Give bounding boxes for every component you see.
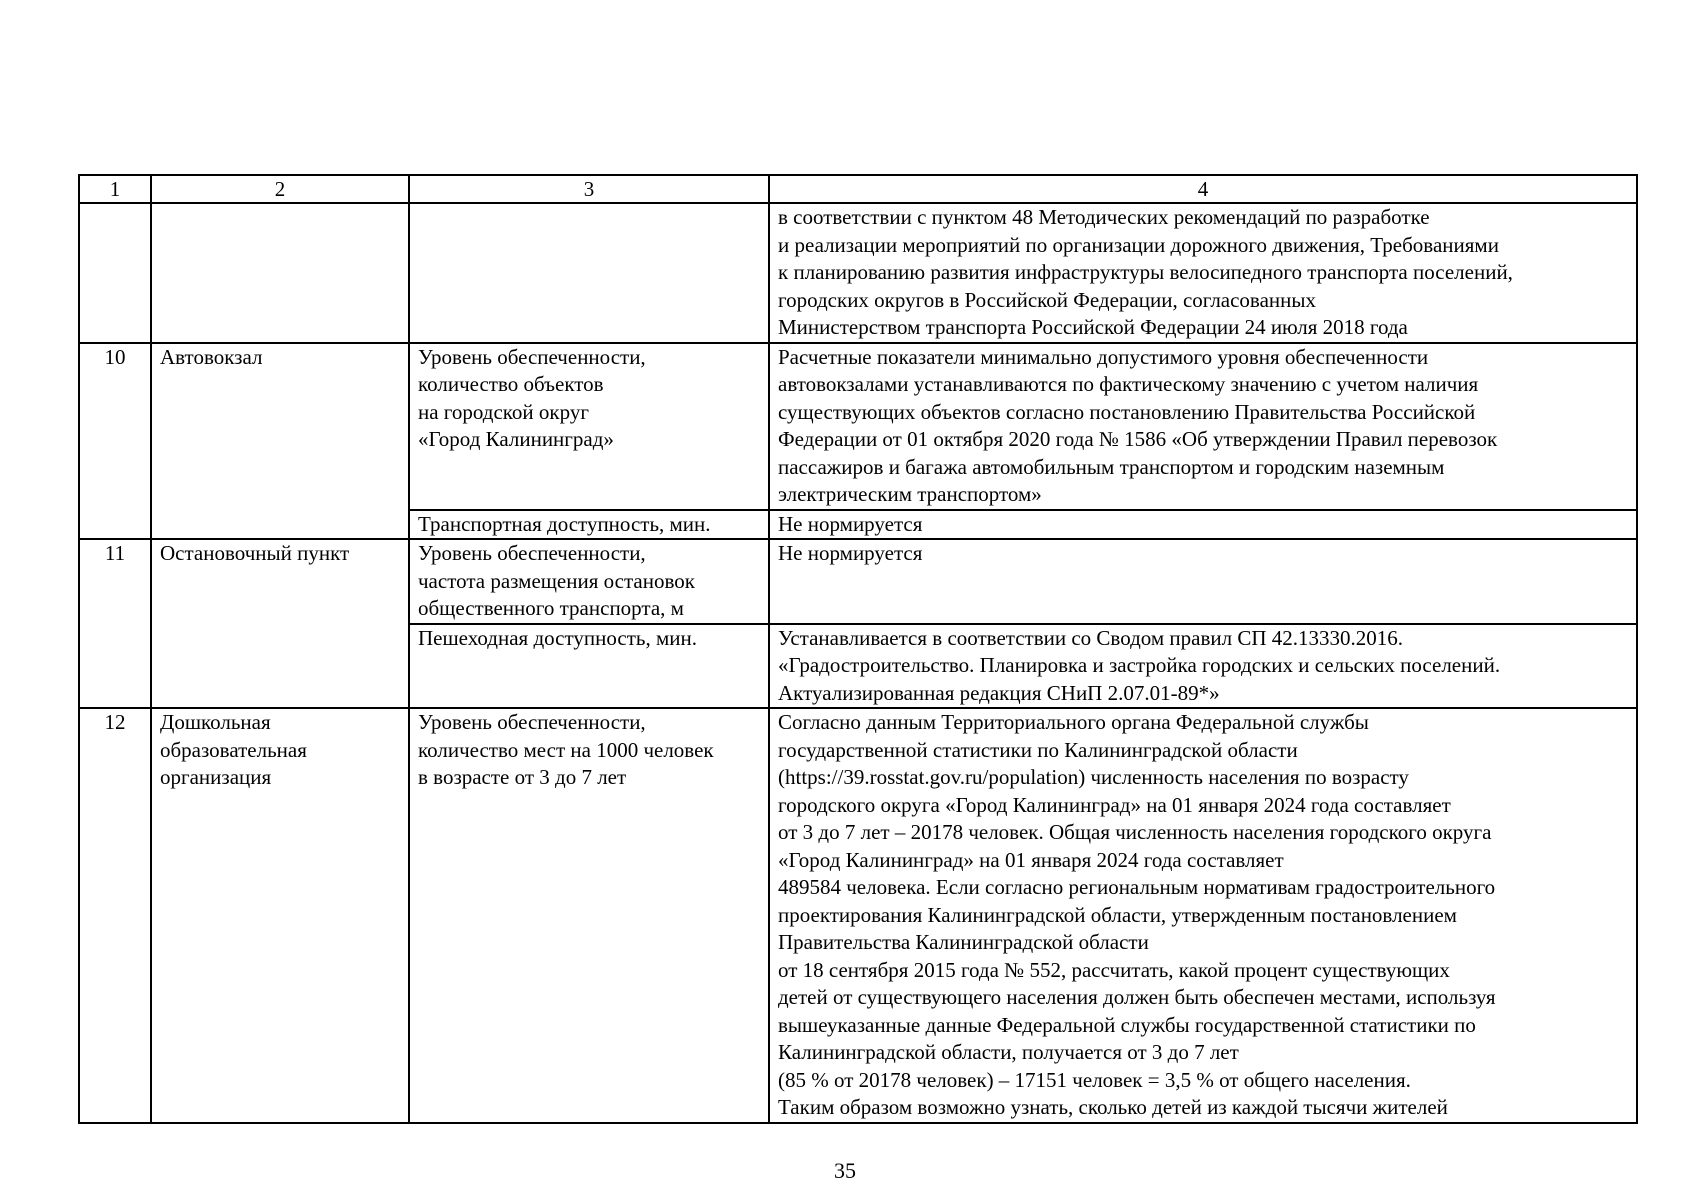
text-line: и реализации мероприятий по организации дорожного движения, Требованиями (778, 232, 1499, 257)
text-line: Уровень обеспеченности, (418, 541, 646, 565)
text-line: детей от существующего населения должен быть обеспечен местами, используя (778, 985, 1496, 1009)
text-line: Уровень обеспеченности, (418, 344, 646, 369)
text-line: городского округа «Город Калининград» на 01 января 2024 года составляет (778, 792, 1451, 817)
value-cell: Не нормируется (769, 510, 1637, 540)
text-line: Актуализированная редакция СНиП 2.07.01-89*» (778, 680, 1220, 705)
object-name: Остановочный пункт (151, 539, 409, 708)
text-line: Согласно данным Территориального органа Федеральной службы (778, 710, 1369, 734)
text-line: организация (160, 765, 272, 789)
text-line: к планированию развития инфраструктуры велосипедного транспорта поселений, (778, 260, 1513, 284)
table-row (79, 203, 1637, 343)
text-line: частота размещения остановок (418, 568, 695, 593)
object-name: Автовокзал (151, 343, 409, 540)
value-cell (769, 708, 1637, 1123)
indicator-cell: Транспортная доступность, мин. (409, 510, 769, 540)
row-number: 11 (79, 539, 151, 708)
text-line: государственной статистики по Калининградской области (778, 737, 1298, 762)
header-row (79, 175, 1637, 203)
row-number: 10 (79, 343, 151, 540)
text-line: городских округов в Российской Федерации, согласованных (778, 287, 1316, 312)
table-row (79, 539, 1637, 624)
header-col-4: 4 (769, 175, 1637, 203)
text-line: (https://39.rosstat.gov.ru/population) численность населения по возрасту (778, 765, 1409, 789)
text-line: Уровень обеспеченности, (418, 710, 646, 734)
text-line: электрическим транспортом» (778, 482, 1042, 506)
text-line: количество мест на 1000 человек (418, 737, 714, 762)
text-line: Калининградской области, получается от 3 до 7 лет (778, 1040, 1239, 1064)
text-line: количество объектов (418, 372, 604, 396)
text-line: 489584 человека. Если согласно региональным нормативам градостроительного (778, 875, 1496, 899)
text-line: пассажиров и багажа автомобильным транспортом и городским наземным (778, 454, 1445, 479)
norms-table (78, 174, 1638, 1124)
text-line: «Градостроительство. Планировка и застройка городских и сельских поселений. (778, 653, 1501, 677)
text-line: от 18 сентября 2015 года № 552, рассчитать, какой процент существующих (778, 957, 1450, 982)
value-cell: Не нормируется (769, 539, 1637, 624)
value-cell (769, 624, 1637, 709)
text-line: Министерством транспорта Российской Федерации 24 июля 2018 года (778, 315, 1408, 339)
text-line: образовательная (160, 737, 307, 762)
indicator-cell (409, 539, 769, 624)
text-line: от 3 до 7 лет – 20178 человек. Общая численность населения городского округа (778, 820, 1492, 844)
text-line: автовокзалами устанавливаются по фактическому значению с учетом наличия (778, 372, 1479, 396)
text-line: в возрасте от 3 до 7 лет (418, 765, 627, 789)
text-line: Правительства Калининградской области (778, 930, 1149, 954)
text-line: Таким образом возможно узнать, сколько детей из каждой тысячи жителей (778, 1095, 1448, 1119)
text-line: Федерации от 01 октября 2020 года № 1586 «Об утверждении Правил перевозок (778, 427, 1498, 451)
indicator-cell (409, 343, 769, 510)
continuation-value-cell (769, 203, 1637, 343)
text-line: проектирования Калининградской области, утвержденным постановлением (778, 902, 1457, 927)
text-line: на городской округ (418, 399, 589, 424)
text-line: «Город Калининград» (418, 427, 614, 451)
continuation-num-cell (79, 203, 151, 343)
header-col-1: 1 (79, 175, 151, 203)
indicator-cell (409, 708, 769, 1123)
text-line: существующих объектов согласно постановлению Правительства Российской (778, 399, 1476, 424)
header-col-3: 3 (409, 175, 769, 203)
text-line: (85 % от 20178 человек) – 17151 человек = 3,5 % от общего населения. (778, 1067, 1411, 1092)
indicator-cell: Пешеходная доступность, мин. (409, 624, 769, 709)
text-line: Расчетные показатели минимально допустимого уровня обеспеченности (778, 344, 1429, 369)
table-row (79, 708, 1637, 1123)
continuation-indicator-cell (409, 203, 769, 343)
value-cell (769, 343, 1637, 510)
object-name (151, 708, 409, 1123)
text-line: в соответствии с пунктом 48 Методических рекомендаций по разработке (778, 205, 1430, 229)
text-line: Дошкольная (160, 710, 271, 734)
header-col-2: 2 (151, 175, 409, 203)
page-number: 35 (834, 1158, 856, 1183)
text-line: общественного транспорта, м (418, 596, 684, 620)
row-number: 12 (79, 708, 151, 1123)
continuation-name-cell (151, 203, 409, 343)
text-line: вышеуказанные данные Федеральной службы государственной статистики по (778, 1012, 1476, 1037)
text-line: «Город Калининград» на 01 января 2024 года составляет (778, 847, 1284, 872)
table-row (79, 343, 1637, 510)
text-line: Устанавливается в соответствии со Сводом правил СП 42.13330.2016. (778, 625, 1404, 650)
